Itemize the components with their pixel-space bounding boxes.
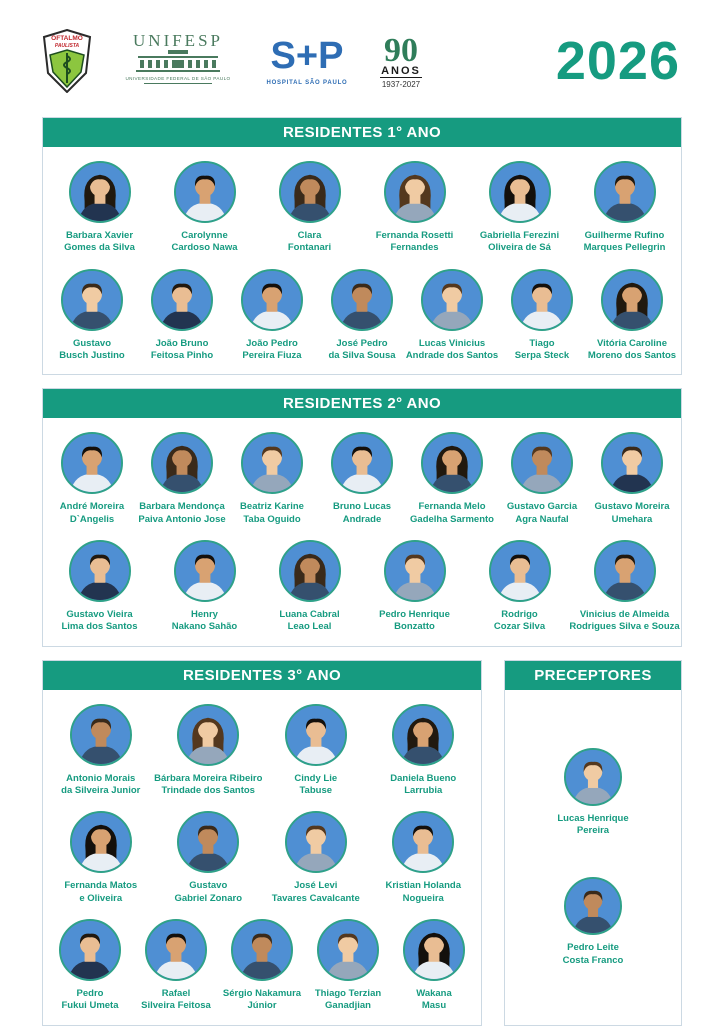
person-photo — [279, 540, 341, 602]
person-cell — [587, 432, 677, 526]
person-name: José Pedro da Silva Sousa — [328, 337, 396, 362]
person-cell — [497, 432, 587, 526]
person-name: Rodrigo Cozar Silva — [493, 609, 546, 633]
person-cell — [362, 161, 467, 255]
person-photo — [69, 161, 131, 223]
hospital-sao-paulo-logo — [264, 32, 350, 90]
person-cell — [262, 704, 370, 798]
person-name: Gustavo Vieira Lima dos Santos — [61, 609, 138, 633]
person-cell — [569, 540, 680, 634]
person-cell — [407, 269, 497, 363]
oftalmo-paulista-logo — [42, 29, 92, 93]
person-cell — [467, 161, 572, 255]
anos90-number: 90 — [384, 32, 418, 69]
person-photo — [241, 432, 303, 494]
person-cell — [497, 269, 587, 363]
people-row — [47, 161, 677, 255]
people-row — [47, 432, 677, 526]
year-label: 2026 — [555, 31, 680, 91]
person-photo — [241, 269, 303, 331]
person-cell — [317, 269, 407, 363]
person-cell — [370, 704, 478, 798]
person-name: Wakana Masu — [416, 988, 452, 1012]
person-name: Fernanda Matos e Oliveira — [64, 880, 138, 904]
person-name: Pedro Fukui Umeta — [61, 988, 119, 1012]
person-name: Gabriella Ferezini Oliveira de Sá — [479, 230, 560, 254]
person-name: Barbara Mendonça Paiva Antonio Jose — [138, 501, 226, 525]
person-photo — [601, 432, 663, 494]
person-photo — [145, 919, 207, 981]
person-photo — [61, 432, 123, 494]
anos90-range: 1937-2027 — [381, 80, 421, 89]
section-residentes-1-ano — [42, 117, 682, 375]
person-cell — [47, 432, 137, 526]
person-name: Clara Fontanari — [287, 230, 332, 254]
person-name: Kristian Holanda Nogueira — [385, 880, 461, 904]
section-preceptores — [504, 660, 682, 1026]
person-cell — [587, 269, 677, 363]
person-photo — [392, 811, 454, 873]
unifesp-caption: UNIVERSIDADE FEDERAL DE SÃO PAULO — [125, 76, 231, 81]
section-title-bar: RESIDENTES 1° ANO — [43, 118, 681, 147]
person-photo — [61, 269, 123, 331]
person-name: Fernanda Rosetti Fernandes — [375, 230, 454, 254]
person-name: José Levi Tavares Cavalcante — [271, 880, 360, 904]
hsp-caption: HOSPITAL SÃO PAULO — [266, 80, 348, 86]
person-cell — [362, 540, 467, 634]
person-photo — [601, 269, 663, 331]
logo-strip — [42, 21, 430, 101]
person-name: Antonio Morais da Silveira Junior — [61, 772, 141, 797]
person-name: Fernanda Melo Gadelha Sarmento — [410, 501, 494, 525]
person-name: Thiago Terzian Ganadjian — [314, 988, 382, 1012]
person-photo — [594, 540, 656, 602]
person-name: Gustavo Gabriel Zonaro — [174, 880, 243, 904]
person-name: Lucas Henrique Pereira — [557, 812, 629, 836]
person-name: Gustavo Busch Justino — [59, 337, 125, 362]
person-name: Henry Nakano Sahão — [171, 609, 238, 633]
person-cell — [137, 432, 227, 526]
person-photo — [285, 811, 347, 873]
person-photo — [403, 919, 465, 981]
person-photo — [384, 540, 446, 602]
person-photo — [285, 704, 347, 766]
people-row — [47, 704, 477, 798]
person-name: Guilherme Rufino Marques Pellegrin — [583, 230, 666, 254]
person-cell — [47, 269, 137, 363]
person-photo — [70, 704, 132, 766]
person-name: Vitória Caroline Moreno dos Santos — [587, 337, 677, 362]
person-cell — [152, 161, 257, 255]
section-title-bar: PRECEPTORES — [505, 661, 681, 690]
people-grid — [43, 690, 481, 1025]
person-cell — [133, 919, 219, 1013]
person-photo — [489, 161, 551, 223]
section-title-bar: RESIDENTES 2° ANO — [43, 389, 681, 418]
person-photo — [384, 161, 446, 223]
person-photo — [421, 432, 483, 494]
person-cell — [467, 540, 572, 634]
person-name: Luana Cabral Leao Leal — [279, 609, 340, 633]
section-residentes-2-ano — [42, 388, 682, 646]
person-cell — [152, 540, 257, 634]
people-grid — [505, 690, 681, 1025]
person-cell — [505, 877, 681, 967]
person-cell — [227, 432, 317, 526]
oftalmo-label: OFTALMO — [51, 35, 83, 42]
person-name: Pedro Leite Costa Franco — [562, 942, 624, 966]
person-cell — [572, 161, 677, 255]
person-name: Barbara Xavier Gomes da Silva — [64, 230, 135, 254]
person-photo — [174, 540, 236, 602]
person-name: André Moreira D`Angelis — [59, 501, 125, 525]
person-photo — [317, 919, 379, 981]
unifesp-name: UNIFESP — [133, 31, 223, 50]
person-photo — [421, 269, 483, 331]
person-name: Daniela Bueno Larrubia — [390, 772, 457, 797]
paulista-label: PAULISTA — [54, 43, 80, 49]
header — [42, 18, 682, 104]
person-cell — [305, 919, 391, 1013]
person-photo — [279, 161, 341, 223]
person-cell — [370, 811, 478, 905]
person-photo — [564, 877, 622, 935]
person-cell — [47, 161, 152, 255]
person-cell — [227, 269, 317, 363]
person-photo — [177, 704, 239, 766]
person-photo — [59, 919, 121, 981]
person-name: Pedro Henrique Bonzatto — [379, 609, 450, 633]
hsp-initials: S+P — [270, 35, 344, 77]
person-photo — [69, 540, 131, 602]
person-name: Sérgio Nakamura Júnior — [222, 988, 302, 1012]
person-cell — [391, 919, 477, 1013]
90-anos-logo — [372, 29, 430, 93]
person-cell — [262, 811, 370, 905]
person-name: Rafael Silveira Feitosa — [141, 988, 211, 1012]
person-photo — [489, 540, 551, 602]
people-row — [505, 748, 681, 838]
person-cell — [155, 811, 263, 905]
person-cell — [137, 269, 227, 363]
person-name: Lucas Vinicius Andrade dos Santos — [405, 337, 499, 362]
person-photo — [331, 269, 393, 331]
people-row — [47, 540, 680, 634]
section-title-bar: RESIDENTES 3° ANO — [43, 661, 481, 690]
person-name: João Pedro Pereira Fiuza — [242, 337, 302, 362]
person-cell — [47, 704, 155, 798]
person-cell — [47, 540, 152, 634]
person-name: Gustavo Garcia Agra Naufal — [506, 501, 578, 525]
person-cell — [155, 704, 263, 798]
person-name: João Bruno Feitosa Pinho — [150, 337, 214, 362]
person-cell — [219, 919, 305, 1013]
people-grid — [43, 147, 681, 374]
person-name: Carolynne Cardoso Nawa — [171, 230, 238, 254]
person-photo — [594, 161, 656, 223]
content — [42, 117, 682, 1026]
person-photo — [174, 161, 236, 223]
person-name: Gustavo Moreira Umehara — [594, 501, 670, 525]
person-name: Beatriz Karine Taba Oguido — [240, 501, 304, 525]
person-photo — [331, 432, 393, 494]
person-name: Vinicius de Almeida Rodrigues Silva e Souza — [569, 609, 680, 633]
person-photo — [392, 704, 454, 766]
person-photo — [231, 919, 293, 981]
person-photo — [70, 811, 132, 873]
section-residentes-3-ano — [42, 660, 482, 1026]
person-photo — [511, 432, 573, 494]
person-cell — [317, 432, 407, 526]
person-name: Bárbara Moreira Ribeiro Trindade dos Santos — [154, 772, 263, 797]
person-photo — [564, 748, 622, 806]
person-photo — [151, 269, 213, 331]
people-row — [47, 269, 677, 363]
person-cell — [257, 161, 362, 255]
person-photo — [177, 811, 239, 873]
person-cell — [505, 748, 681, 838]
person-name: Bruno Lucas Andrade — [332, 501, 392, 525]
people-grid — [43, 418, 681, 645]
person-cell — [407, 432, 497, 526]
person-cell — [47, 811, 155, 905]
unifesp-logo — [114, 30, 242, 92]
person-name: Tiago Serpa Steck — [514, 337, 570, 362]
person-photo — [511, 269, 573, 331]
person-name: Cindy Lie Tabuse — [294, 772, 338, 797]
unifesp-building-icon — [136, 50, 220, 72]
people-row — [47, 919, 477, 1013]
people-row — [47, 811, 477, 905]
people-row — [505, 877, 681, 967]
anos90-word: ANOS — [381, 65, 421, 77]
person-photo — [151, 432, 213, 494]
person-cell — [47, 919, 133, 1013]
bottom-row — [42, 647, 682, 1026]
person-cell — [257, 540, 362, 634]
